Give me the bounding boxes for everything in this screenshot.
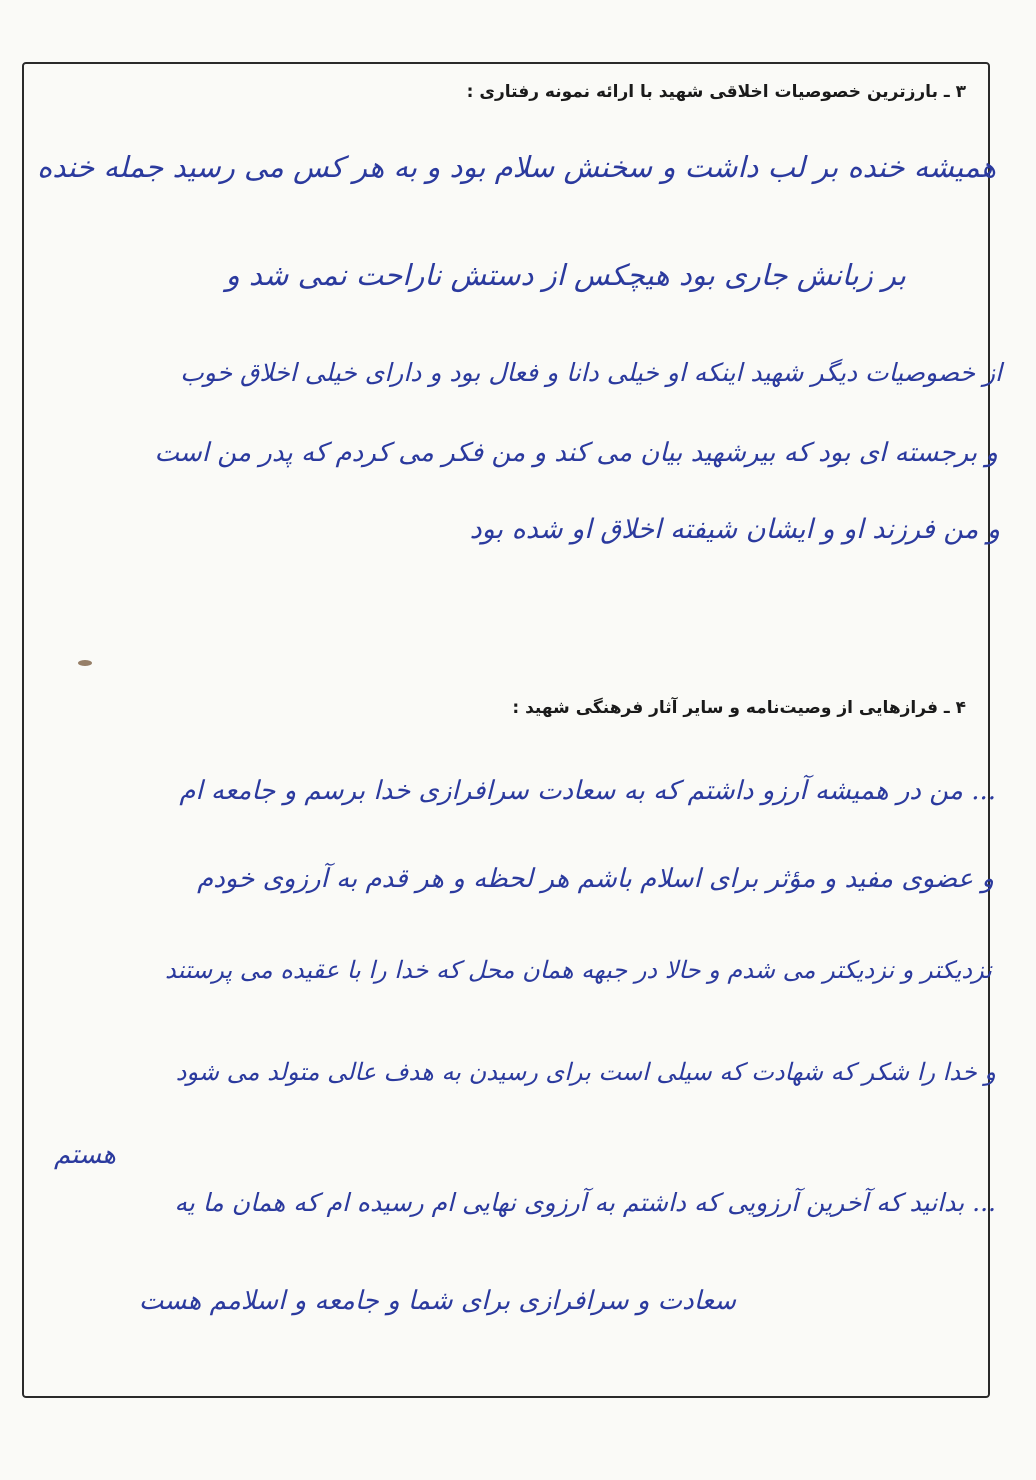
- section-4-prompt: ۴ ـ فرازهایی از وصیت‌نامه و سایر آثار فرهنگی شهید :: [512, 698, 966, 718]
- section-4-line-5: هستم: [53, 1140, 116, 1170]
- ink-smudge: [78, 660, 92, 666]
- section-4-line-1: ... من در همیشه آرزو داشتم که به سعادت سرافرازی خدا برسم و جامعه ام: [179, 776, 996, 806]
- section-4-line-6: ... بدانید که آخرین آرزویی که داشتم به آرزوی نهایی ام رسیده ام که همان ما یه: [174, 1188, 996, 1217]
- section-3-line-4: و برجسته ای بود که بیرشهید بیان می کند و من فکر می کردم که پدر من است: [154, 438, 998, 468]
- section-3-line-3: از خصوصیات دیگر شهید اینکه او خیلی دانا و فعال بود و دارای خیلی اخلاق خوب: [180, 358, 1002, 387]
- section-4-line-3: نزدیکتر و نزدیکتر می شدم و حالا در جبهه همان محل که خدا را با عقیده می پرستند: [165, 956, 992, 984]
- section-4-line-2: و عضوی مفید و مؤثر برای اسلام باشم هر لحظه و هر قدم به آرزوی خودم: [197, 864, 994, 894]
- section-3-line-5: و من فرزند او و ایشان شیفته اخلاق او شده بود: [469, 514, 1000, 545]
- section-3-line-1: همیشه خنده بر لب داشت و سخنش سلام بود و به هر کس می رسید جمله خنده: [37, 150, 996, 184]
- section-4-line-7: سعادت و سرافرازی برای شما و جامعه و اسلامم هست: [138, 1286, 736, 1316]
- section-3-prompt: ۳ ـ بارزترین خصوصیات اخلاقی شهید با ارائه نمونه رفتاری :: [466, 82, 966, 102]
- section-3-line-2: بر زبانش جاری بود هیچکس از دستش ناراحت نمی شد و: [225, 258, 906, 292]
- section-4-line-4: و خدا را شکر که شهادت که سیلی است برای رسیدن به هدف عالی متولد می شود: [175, 1058, 996, 1086]
